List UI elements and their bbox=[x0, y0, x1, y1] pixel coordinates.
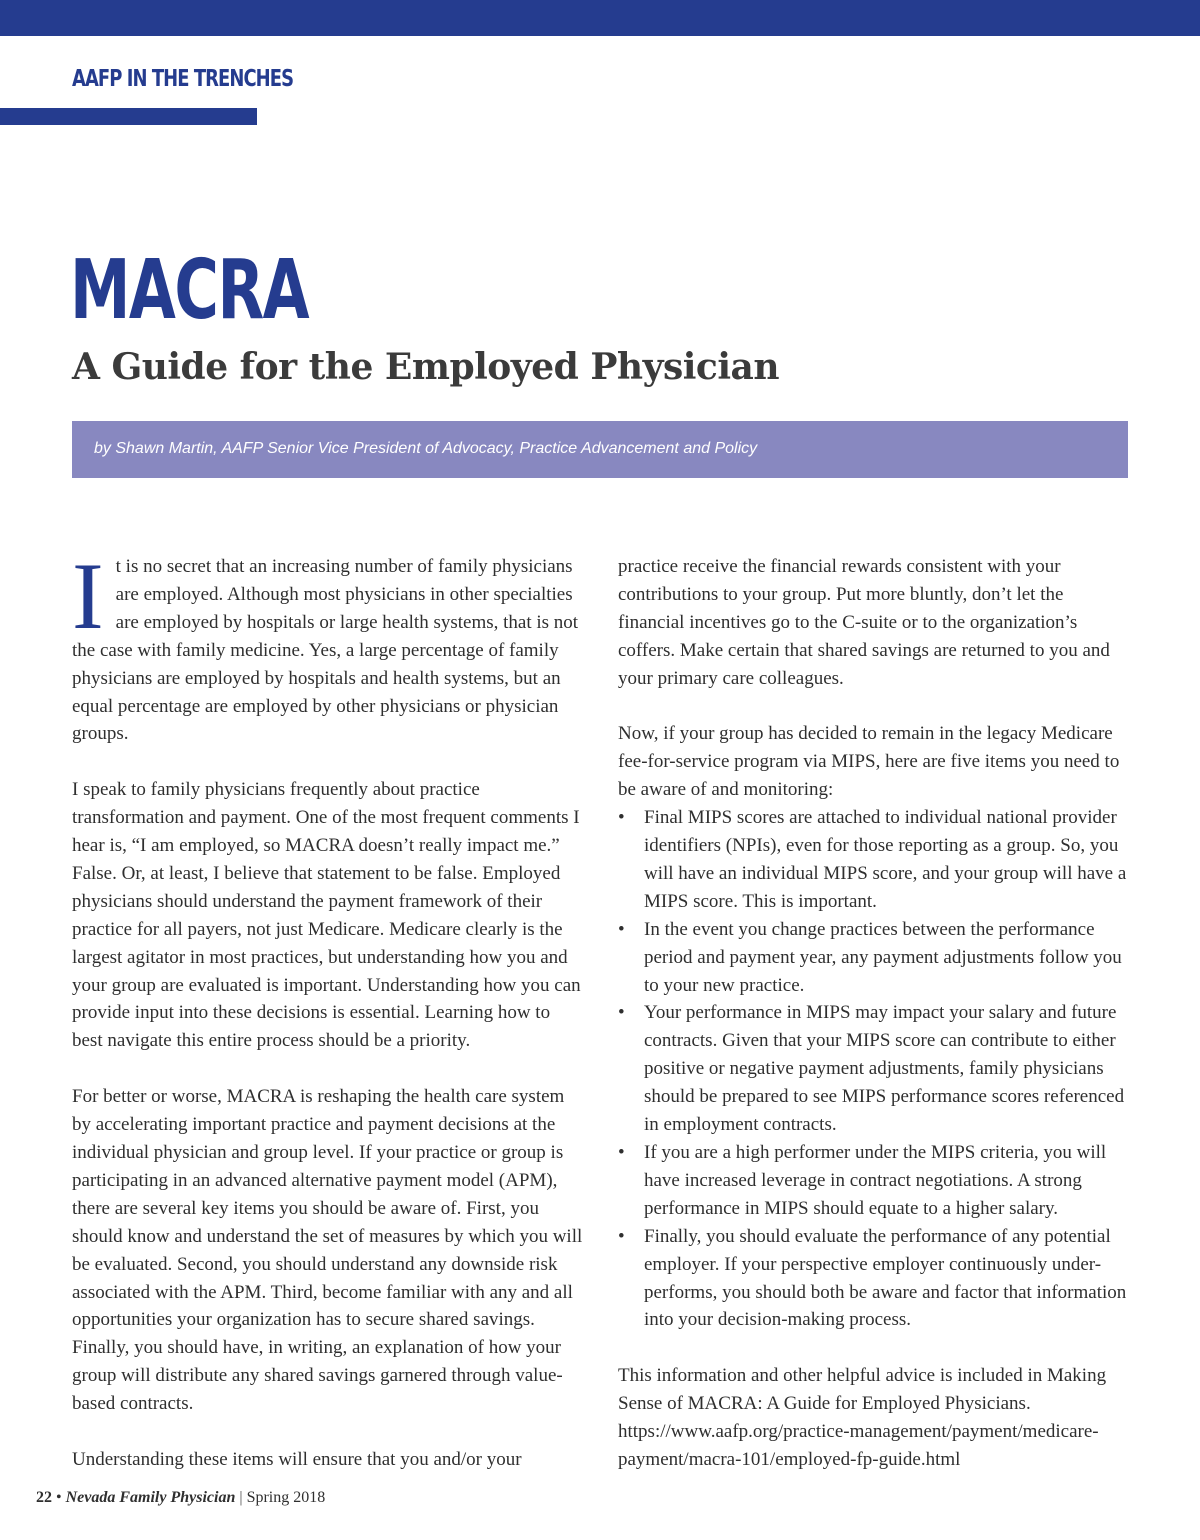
drop-cap: I bbox=[72, 543, 104, 649]
top-color-bar bbox=[0, 0, 1200, 36]
article-column-right bbox=[618, 553, 1130, 1502]
paragraph-resource: This information and other helpful advice is included in Making Sense of MACRA: A Guide for Employed Physicians. https://www.aafp.org/practice-management/payment/medicare-payment/macra-101/employed-fp-guide.html bbox=[618, 1365, 1107, 1470]
magazine-name: Nevada Family Physician bbox=[65, 1489, 236, 1506]
list-item-text: Your performance in MIPS may impact your salary and future contracts. Given that your MIPS score can contribute to either positive or negative payment adjustments, family physicians should be prepared to see MIPS performance scores referenced in employment contracts. bbox=[644, 1002, 1125, 1136]
list-item-text: In the event you change practices between the performance period and payment year, any payment adjustments follow you to your new practice. bbox=[644, 918, 1122, 996]
page-footer bbox=[36, 1489, 325, 1507]
bullet-icon: • bbox=[618, 1225, 625, 1247]
bullet-icon: • bbox=[618, 1142, 625, 1164]
list-item-text: Final MIPS scores are attached to individual national provider identifiers (NPIs), even for those reporting as a group. So, you will have an individual MIPS score, and your group will have a MIPS score. This is important. bbox=[644, 807, 1127, 912]
list-item bbox=[618, 804, 1130, 916]
issue-date: Spring 2018 bbox=[246, 1489, 326, 1506]
list-item bbox=[618, 1139, 1130, 1223]
paragraph-2: I speak to family physicians frequently about practice transformation and payment. One of the most frequent comments I hear is, “I am employed, so MACRA doesn’t really impact me.” False. Or, at least, I believe that statement to be false. Employed physicians should understand the payment framework of their practice for all payers, not just Medicare. Medicare clearly is the largest agitator in most practices, but understanding how you and your group are evaluated is important. Understanding how you can provide input into these decisions is essential. Learning how to best navigate this entire process should be a priority. bbox=[72, 779, 581, 1052]
article-title: MACRA bbox=[70, 243, 309, 338]
mips-bullet-list bbox=[618, 804, 1130, 1334]
bullet-icon: • bbox=[618, 918, 625, 940]
bullet-icon: • bbox=[618, 807, 625, 829]
paragraph-intro bbox=[72, 543, 584, 748]
paragraph-intro-text: t is no secret that an increasing number of family physicians are employed. Although most physicians in other specialties are employed by hospitals or large health systems, that is not the case with family medicine. Yes, a large percentage of family physicians are employed by hospitals and health systems, but an equal percentage are employed by other physicians or physician groups. bbox=[72, 556, 579, 745]
article-column-left bbox=[72, 543, 584, 1502]
bullet-icon: • bbox=[618, 1002, 625, 1024]
article-subtitle: A Guide for the Employed Physician bbox=[72, 346, 780, 388]
list-item-text: If you are a high performer under the MIPS criteria, you will have increased leverage in contract negotiations. A strong performance in MIPS should equate to a higher salary. bbox=[644, 1142, 1107, 1219]
byline-band bbox=[72, 421, 1128, 478]
byline-text: by Shawn Martin, AAFP Senior Vice President of Advocacy, Practice Advancement and Policy bbox=[94, 440, 758, 457]
list-item bbox=[618, 999, 1130, 1139]
section-rule bbox=[0, 108, 257, 125]
section-label: AAFP IN THE TRENCHES bbox=[72, 66, 294, 92]
list-item bbox=[618, 916, 1130, 1000]
list-item bbox=[618, 1223, 1130, 1335]
list-item-text: Finally, you should evaluate the performance of any potential employer. If your perspective employer continuously under-performs, you should both be aware and factor that information into your decision-making process. bbox=[644, 1225, 1127, 1331]
paragraph-3: For better or worse, MACRA is reshaping the health care system by accelerating important practice and payment decisions at the individual physician and group level. If your practice or group is participating in an advanced alternative payment model (APM), there are several key items you should be aware of. First, you should know and understand the set of measures by which you will be evaluated. Second, you should understand any downside risk associated with the APM. Third, become familiar with any and all opportunities your organization has to secure shared savings. Finally, you should have, in writing, an explanation of how your group will distribute any shared savings garnered through value-based contracts. bbox=[72, 1086, 583, 1415]
paragraph-6: Now, if your group has decided to remain in the legacy Medicare fee-for-service program via MIPS, here are five items you need to be aware of and monitoring: bbox=[618, 723, 1120, 801]
page-number: 22 bbox=[36, 1489, 52, 1506]
paragraph-5: practice receive the financial rewards consistent with your contributions to your group. Put more bluntly, don’t let the financial incentives go to the C-suite or to the organization’s coffers. Make certain that shared savings are returned to you and your primary care colleagues. bbox=[618, 556, 1110, 689]
footer-separator: | bbox=[239, 1489, 243, 1506]
footer-bullet: • bbox=[56, 1489, 62, 1506]
paragraph-4: Understanding these items will ensure that you and/or your bbox=[72, 1448, 522, 1470]
